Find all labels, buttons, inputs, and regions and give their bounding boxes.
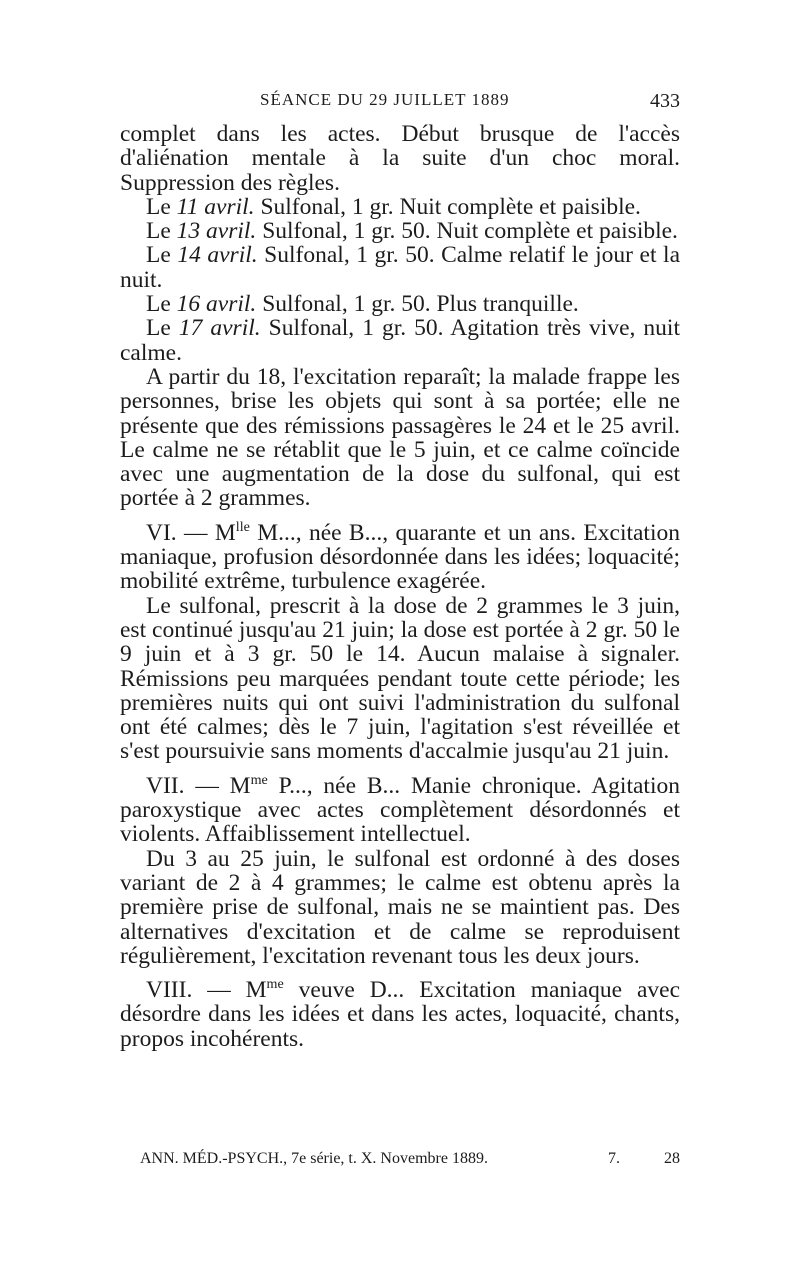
paragraph-excitation: A partir du 18, l'excitation reparaît; la malade frappe les personnes, brise les objets qui sont à sa portée; elle ne présente que des rémissions passagères le 24 et le 25 avril. Le calme ne se rétablit que le 5 juin, et ce calme coïncide avec une augmentation de la dose du sulfonal, qui est portée à 2 grammes. [120, 363, 680, 512]
paragraph-case-vii [120, 771, 680, 848]
entry-date: 14 avril. [177, 242, 258, 269]
case-text: P..., née B... Manie chronique. Agitation paroxystique avec actes complètement désordonnés et violents. Affaiblissement intellectuel. [120, 772, 680, 848]
entry-text: Sulfonal, 1 gr. 50. Plus tranquille. [256, 291, 579, 318]
paragraph-continuation: complet dans les actes. Début brusque de l'accès d'aliénation mentale à la suite d'un choc moral. Suppression des règles. [120, 121, 680, 196]
running-head [120, 90, 680, 118]
entry-text: Sulfonal, 1 gr. 50. Nuit complète et paisible. [256, 218, 678, 245]
entry-text: Sulfonal, 1 gr. Nuit complète et paisible. [254, 193, 641, 220]
case-title-sup: lle [235, 518, 250, 535]
entry-date: 11 avril. [176, 193, 255, 220]
entry-lead: Le [146, 218, 177, 245]
paragraph-april-16 [120, 292, 680, 316]
case-title-sup: me [250, 771, 268, 788]
entry-date: 16 avril. [176, 291, 257, 318]
entry-text: Sulfonal, 1 gr. 50. Calme relatif le jour et la nuit. [120, 242, 680, 293]
entry-date: 17 avril. [178, 315, 261, 342]
paragraph-case-vii-treatment: Du 3 au 25 juin, le sulfonal est ordonné à des doses variant de 2 à 4 grammes; le calme est obtenu après la première prise de sulfonal, mais ne se maintient pas. Des alternatives d'excitation et de calme se reproduisent régulièrement, l'excitation revenant tous les deux jours. [120, 845, 680, 969]
entry-lead: Le [146, 193, 177, 220]
entry-lead: Le [146, 242, 178, 269]
entry-text: Sulfonal, 1 gr. 50. Agitation très vive, nuit calme. [120, 315, 680, 366]
paragraph-case-viii [120, 978, 680, 1051]
paragraph-april-14 [120, 243, 680, 292]
case-lead: VI. — M [146, 519, 236, 546]
paragraph-april-11 [120, 195, 680, 219]
paragraph-april-13 [120, 219, 680, 243]
signature-mark: 28 [664, 1150, 680, 1167]
paragraph-april-17 [120, 316, 680, 365]
entry-lead: Le [146, 291, 177, 318]
page-number: 433 [650, 90, 680, 112]
case-text: M..., née B..., quarante et un ans. Excitation maniaque, profusion désordonnée dans les idées; loquacité; mobilité extrême, turbulence exagérée. [120, 519, 680, 595]
case-text: veuve D... Excitation maniaque avec désordre dans les idées et dans les actes, loquacité, chants, propos incohérents. [120, 977, 680, 1052]
case-lead: VII. — M [146, 772, 251, 799]
paragraph-case-vi [120, 518, 680, 595]
running-title: SÉANCE DU 29 JUILLET 1889 [260, 90, 510, 109]
entry-date: 13 avril. [176, 218, 257, 245]
folio-mark: 7. [608, 1150, 620, 1167]
paragraph-case-vi-treatment: Le sulfonal, prescrit à la dose de 2 grammes le 3 juin, est continué jusqu'au 21 juin; la dose est portée à 2 gr. 50 le 9 juin et à 3 gr. 50 le 14. Aucun malaise à signaler. Rémissions peu marquées pendant toute cette période; les premières nuits qui ont suivi l'administration du sulfonal ont été calmes; dès le 7 juin, l'agitation s'est réveillée et s'est poursuivie sans moments d'accalmie jusqu'au 21 juin. [120, 592, 680, 765]
journal-citation: ANN. MÉD.-PSYCH., 7e série, t. X. Novembre 1889. [140, 1150, 488, 1167]
case-lead: VIII. — M [146, 977, 267, 1004]
entry-lead: Le [146, 315, 179, 342]
body-text [120, 122, 680, 1051]
page-footer [140, 1150, 680, 1174]
case-title-sup: me [266, 976, 284, 993]
